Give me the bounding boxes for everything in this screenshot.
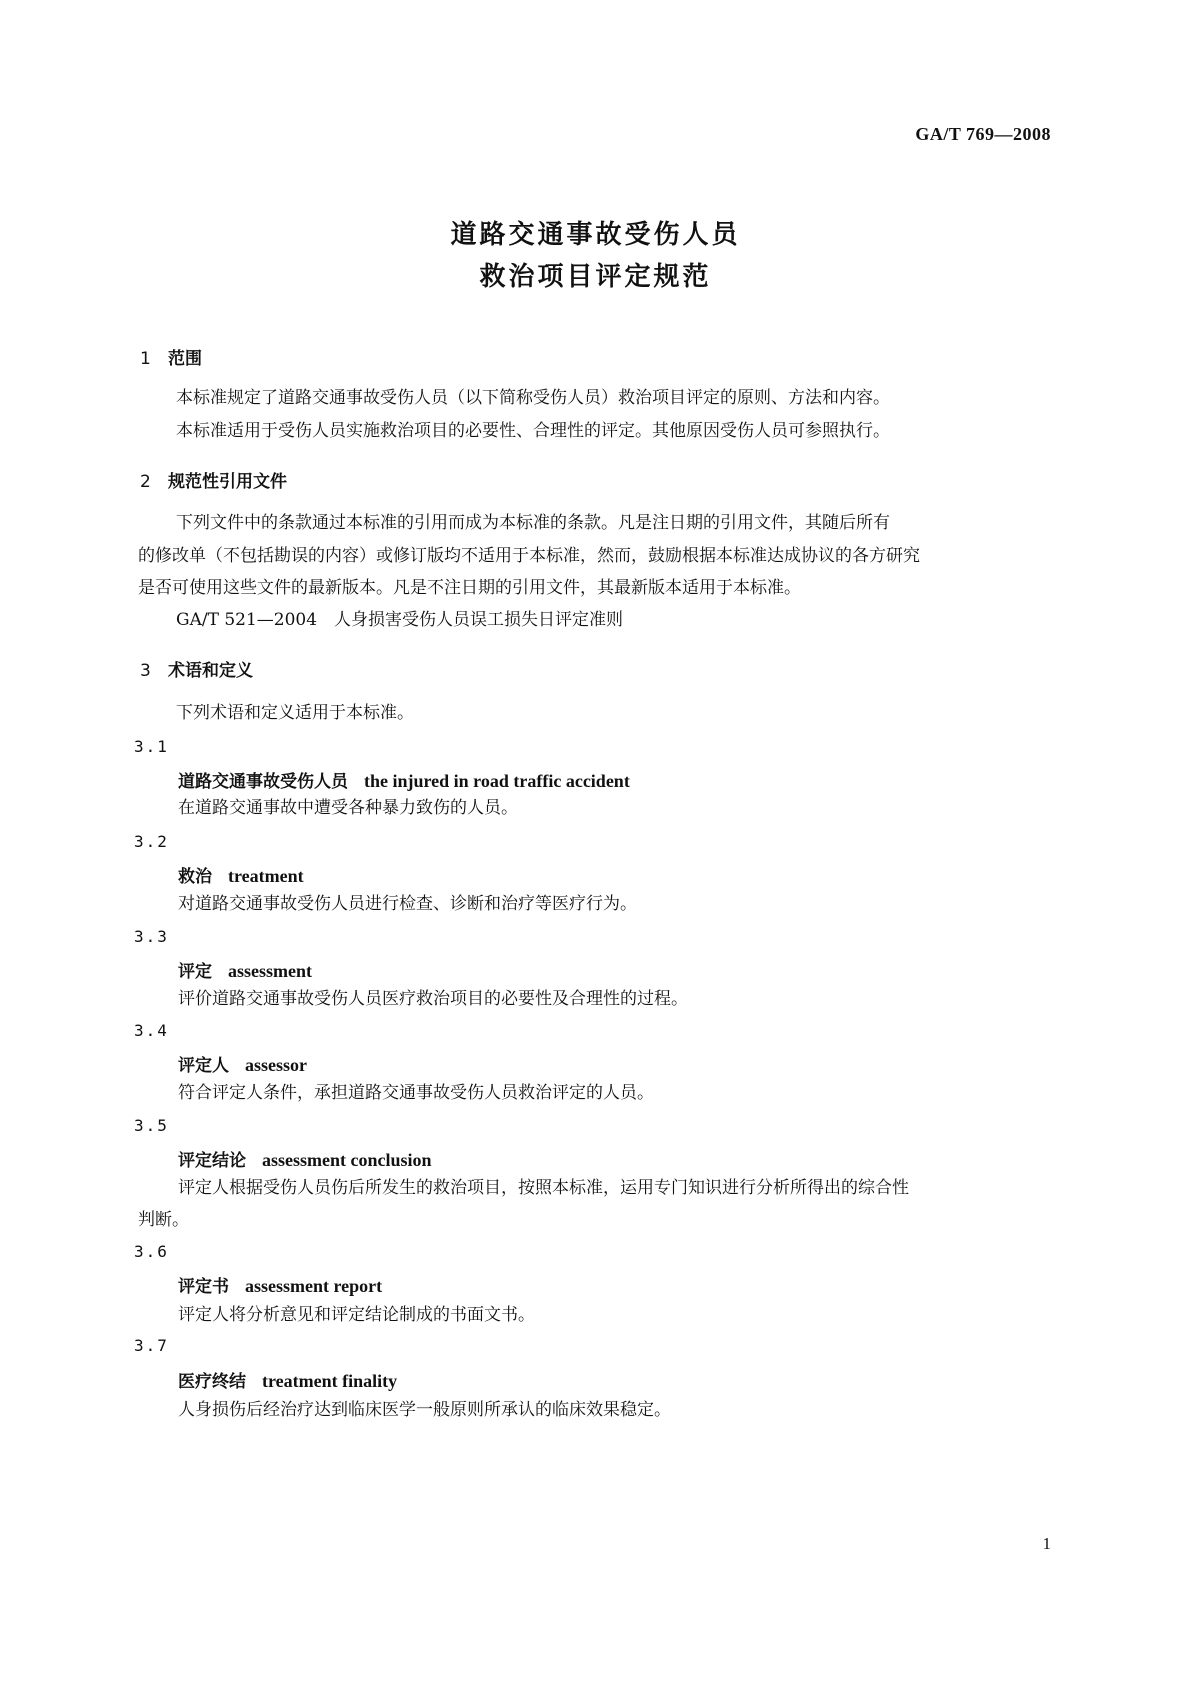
term-heading (178, 1367, 397, 1392)
term-definition: 对道路交通事故受伤人员进行检查、诊断和治疗等医疗行为。 (178, 894, 637, 914)
section-number: 1 (140, 349, 151, 369)
term-definition: 符合评定人条件，承担道路交通事故受伤人员救治评定的人员。 (178, 1083, 654, 1103)
term-chinese: 医疗终结 (178, 1372, 246, 1392)
term-definition-continued: 判断。 (138, 1210, 189, 1230)
term-number: 3.3 (134, 927, 169, 946)
term-english: the injured in road traffic accident (364, 771, 630, 791)
section-title: 规范性引用文件 (168, 472, 287, 492)
term-chinese: 评定结论 (178, 1151, 246, 1171)
section-number: 2 (140, 472, 151, 492)
term-heading (178, 862, 304, 887)
term-number: 3.1 (134, 737, 169, 756)
section-2-paragraph-line-1: 下列文件中的条款通过本标准的引用而成为本标准的条款。凡是注日期的引用文件，其随后所有 (176, 513, 890, 533)
term-definition: 评价道路交通事故受伤人员医疗救治项目的必要性及合理性的过程。 (178, 989, 688, 1009)
term-english: treatment finality (262, 1371, 398, 1391)
normative-reference: GA/T 521—2004 人身损害受伤人员误工损失日评定准则 (176, 610, 624, 630)
section-title: 术语和定义 (168, 661, 253, 681)
term-chinese: 道路交通事故受伤人员 (178, 772, 348, 792)
term-chinese: 评定人 (178, 1056, 229, 1076)
term-definition: 评定人将分析意见和评定结论制成的书面文书。 (178, 1305, 535, 1325)
section-2-paragraph-line-3: 是否可使用这些文件的最新版本。凡是不注日期的引用文件，其最新版本适用于本标准。 (138, 578, 801, 598)
term-number: 3.5 (134, 1116, 169, 1135)
term-heading (178, 1272, 382, 1297)
term-chinese: 救治 (178, 867, 212, 887)
term-number: 3.4 (134, 1021, 169, 1040)
section-3-intro: 下列术语和定义适用于本标准。 (176, 703, 414, 723)
section-title: 范围 (168, 349, 202, 369)
section-1-paragraph-1: 本标准规定了道路交通事故受伤人员（以下简称受伤人员）救治项目评定的原则、方法和内容。 (176, 388, 890, 408)
term-chinese: 评定 (178, 962, 212, 982)
term-heading (178, 1146, 432, 1171)
term-english: assessment (228, 961, 312, 981)
term-number: 3.2 (134, 832, 169, 851)
section-3-heading (140, 656, 253, 681)
term-english: assessment report (245, 1276, 383, 1296)
term-heading (178, 1051, 307, 1076)
section-2-paragraph-line-2: 的修改单（不包括勘误的内容）或修订版均不适用于本标准，然而，鼓励根据本标准达成协议的各方研究 (138, 546, 920, 566)
document-title-line1: 道路交通事故受伤人员 (450, 220, 741, 250)
section-2-heading (140, 467, 287, 492)
section-1-paragraph-2: 本标准适用于受伤人员实施救治项目的必要性、合理性的评定。其他原因受伤人员可参照执行。 (176, 421, 890, 441)
term-english: treatment (228, 866, 304, 886)
term-heading (178, 767, 630, 792)
term-number: 3.6 (134, 1242, 169, 1261)
term-english: assessor (245, 1055, 307, 1075)
term-definition: 人身损伤后经治疗达到临床医学一般原则所承认的临床效果稳定。 (178, 1400, 671, 1420)
term-english: assessment conclusion (262, 1150, 432, 1170)
term-heading (178, 957, 312, 982)
section-1-heading (140, 344, 202, 369)
term-definition: 在道路交通事故中遭受各种暴力致伤的人员。 (178, 798, 518, 818)
page-number: 1 (1042, 1534, 1051, 1553)
term-definition: 评定人根据受伤人员伤后所发生的救治项目，按照本标准，运用专门知识进行分析所得出的综合性 (178, 1178, 909, 1198)
standard-code: GA/T 769—2008 (915, 124, 1051, 144)
section-number: 3 (140, 661, 151, 681)
term-number: 3.7 (134, 1336, 169, 1355)
document-title-line2: 救治项目评定规范 (479, 262, 712, 292)
term-chinese: 评定书 (178, 1277, 229, 1297)
